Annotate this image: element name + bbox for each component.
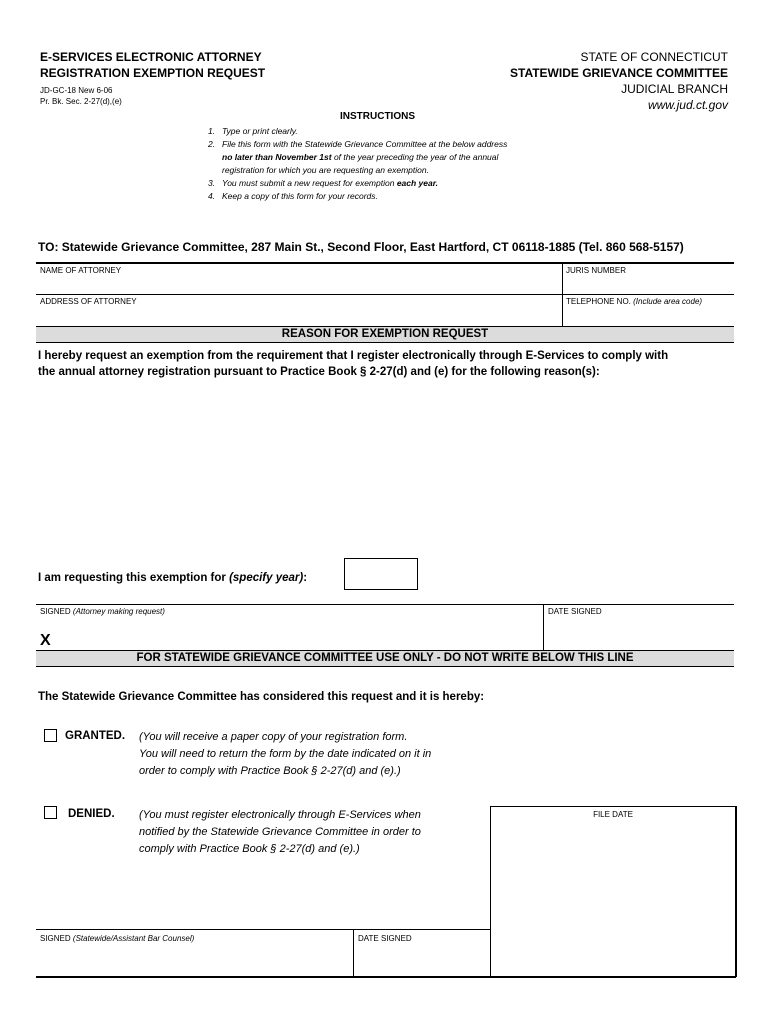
instruction-number: 4.: [208, 191, 216, 201]
attorney-address-field[interactable]: [40, 307, 558, 323]
granted-description-line: You will need to return the form by the date indicated on it in: [139, 748, 432, 760]
instruction-item-2: [208, 138, 568, 151]
instruction-text: Type or print clearly.: [222, 126, 298, 136]
branch-name: JUDICIAL BRANCH: [621, 82, 728, 96]
attorney-address-label: ADDRESS OF ATTORNEY: [40, 297, 137, 306]
attorney-name-label: NAME OF ATTORNEY: [40, 266, 122, 275]
counsel-signature-top-rule: [36, 929, 490, 930]
reason-heading: REASON FOR EXEMPTION REQUEST: [36, 326, 734, 343]
website: www.jud.ct.gov: [647, 98, 728, 112]
juris-number-field[interactable]: [566, 276, 732, 292]
form-id: JD-GC-18 New 6-06: [40, 86, 113, 95]
state-name: STATE OF CONNECTICUT: [580, 50, 728, 64]
instruction-text: You must submit a new request for exemption: [222, 178, 397, 188]
mailing-address: TO: Statewide Grievance Committee, 287 Main St., Second Floor, East Hartford, CT 06118-1885 (Tel. 860 568-5157): [38, 240, 684, 254]
instruction-item-3: [208, 177, 568, 190]
committee-decision-statement: The Statewide Grievance Committee has considered this request and it is hereby:: [38, 691, 485, 703]
signature-x-mark: X: [40, 632, 51, 649]
telephone-hint: (Include area code): [633, 297, 703, 306]
counsel-signed-label-text: SIGNED: [40, 934, 71, 943]
deadline-emphasis: no later than November 1st: [222, 152, 332, 162]
denied-description-line: notified by the Statewide Grievance Committee in order to: [139, 826, 421, 838]
each-year-emphasis: each year.: [396, 178, 438, 188]
instructions-title: INSTRUCTIONS: [340, 111, 415, 122]
counsel-signed-hint: (Statewide/Assistant Bar Counsel): [72, 934, 195, 943]
exemption-year-field[interactable]: [344, 558, 418, 590]
instruction-number: 3.: [208, 178, 216, 188]
issuer-block: [510, 49, 728, 113]
denied-description-line: (You must register electronically through E-Services when: [139, 809, 421, 821]
year-label-text: I am requesting this exemption for: [38, 572, 230, 584]
denied-label: DENIED.: [68, 808, 115, 820]
counsel-signed-label: [40, 934, 194, 943]
instruction-number: 2.: [208, 139, 216, 149]
granted-checkbox[interactable]: [44, 729, 57, 742]
signature-column-divider: [543, 604, 544, 650]
table-top-rule: [36, 262, 734, 264]
file-date-box[interactable]: [490, 806, 737, 977]
juris-number-label: JURIS NUMBER: [566, 266, 627, 275]
telephone-field[interactable]: [566, 307, 732, 323]
counsel-column-divider: [353, 929, 354, 977]
counsel-date-signed-label: DATE SIGNED: [358, 934, 412, 943]
form-title-line-2: REGISTRATION EXEMPTION REQUEST: [40, 66, 266, 80]
granted-description-line: order to comply with Practice Book § 2-27(d) and (e).): [139, 765, 401, 777]
attorney-name-field[interactable]: [40, 276, 558, 292]
form-title-line-1: E-SERVICES ELECTRONIC ATTORNEY: [40, 50, 262, 64]
form-bottom-rule: [36, 976, 736, 978]
committee-name: STATEWIDE GRIEVANCE COMMITTEE: [510, 66, 728, 80]
office-use-heading: FOR STATEWIDE GRIEVANCE COMMITTEE USE ONLY - DO NOT WRITE BELOW THIS LINE: [36, 650, 734, 667]
attorney-signature-field[interactable]: [60, 620, 538, 646]
instruction-text: Keep a copy of this form for your records.: [222, 191, 378, 201]
signed-label-text: SIGNED: [40, 607, 71, 616]
reason-statement: [38, 348, 738, 380]
telephone-label-text: TELEPHONE NO.: [566, 297, 631, 306]
denied-checkbox[interactable]: [44, 806, 57, 819]
instruction-text: File this form with the Statewide Grievance Committee at the below address: [222, 139, 508, 149]
attorney-signed-label: [40, 607, 165, 616]
reason-text-area[interactable]: [38, 385, 732, 550]
signed-hint: (Attorney making request): [72, 607, 165, 616]
granted-description-line: (You will receive a paper copy of your registration form.: [139, 731, 408, 743]
instruction-item-2-cont2: registration for which you are requesting an exemption.: [222, 165, 429, 175]
year-label-hint: (specify year): [229, 572, 304, 584]
instruction-text: of the year preceding the year of the annual: [331, 152, 499, 162]
instruction-item-4: [208, 190, 568, 203]
exemption-year-label: [38, 572, 307, 584]
reason-statement-line-1: I hereby request an exemption from the requirement that I register electronically through E-Services to comply with: [38, 350, 669, 362]
attorney-date-signed-label: DATE SIGNED: [548, 607, 602, 616]
table-row-rule: [36, 294, 734, 295]
reason-statement-line-2: the annual attorney registration pursuant to Practice Book § 2-27(d) and (e) for the following reason(s):: [38, 366, 600, 378]
instruction-item-2-cont: [208, 151, 568, 164]
denied-description: [139, 807, 479, 858]
attorney-date-signed-field[interactable]: [548, 620, 732, 646]
signature-top-rule: [36, 604, 734, 605]
instruction-item-1: [208, 125, 568, 138]
granted-label: GRANTED.: [65, 730, 126, 742]
granted-description: [139, 729, 479, 780]
denied-description-line: comply with Practice Book § 2-27(d) and (e).): [139, 843, 360, 855]
telephone-label: [566, 297, 702, 306]
instructions-list: [208, 125, 568, 203]
file-date-label: FILE DATE: [593, 810, 633, 819]
form-title: [40, 49, 265, 107]
rule-reference: Pr. Bk. Sec. 2-27(d),(e): [40, 97, 122, 106]
counsel-signature-field[interactable]: [40, 946, 348, 972]
counsel-date-signed-field[interactable]: [358, 946, 486, 972]
instruction-number: 1.: [208, 126, 216, 136]
year-label-colon: :: [303, 572, 308, 584]
